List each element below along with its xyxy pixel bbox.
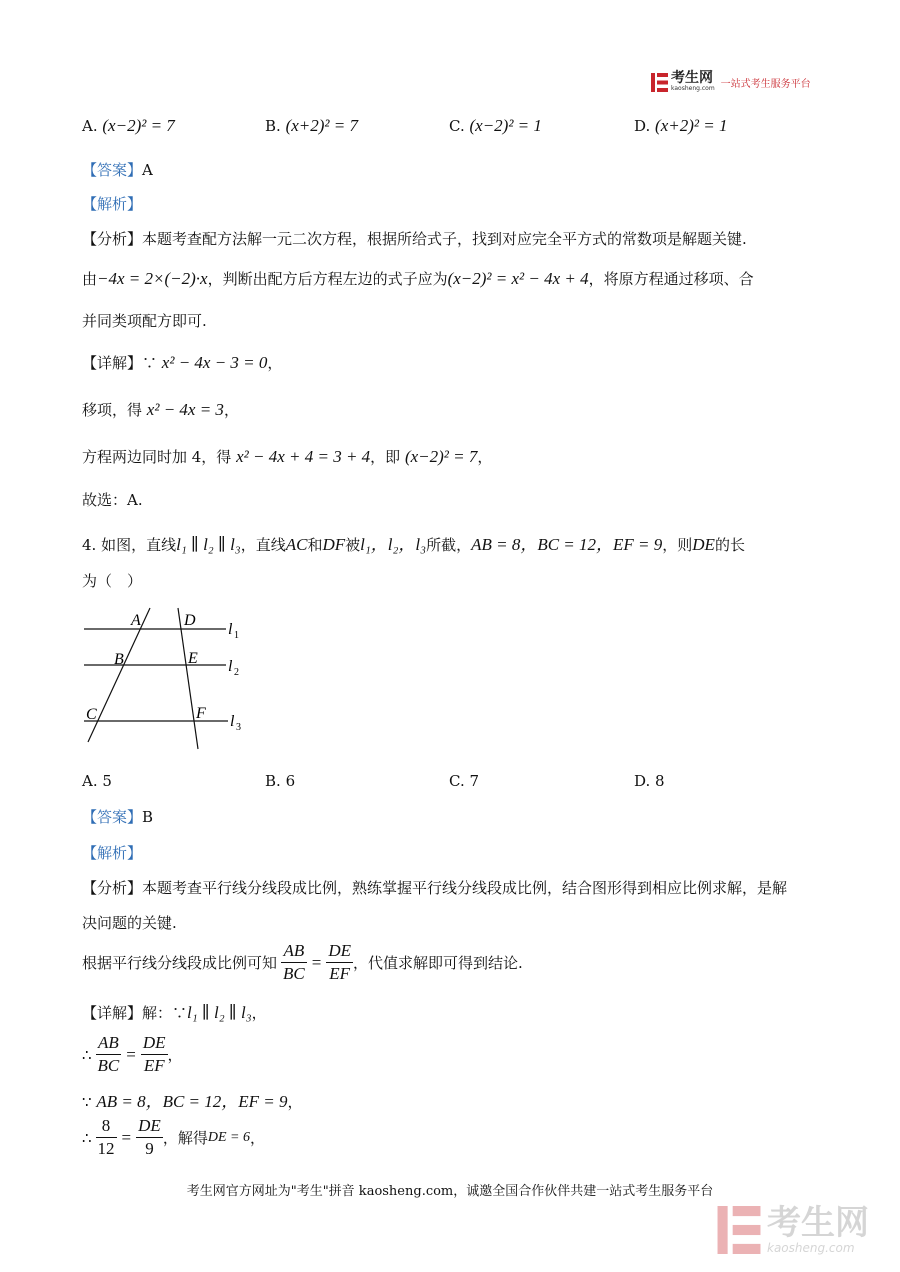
text-run: 和 (307, 536, 323, 554)
text-run: ， (167, 1046, 183, 1064)
text-run: ， (287, 1093, 303, 1111)
q3-option-c (449, 116, 542, 136)
text-run: 移项，得 (82, 401, 143, 419)
q4-fenxi-line2: 决问题的关键. (82, 914, 177, 932)
option-expr: (x−2)² = 7 (102, 116, 175, 135)
because-symbol: ∵ (82, 1093, 92, 1111)
header-logo (651, 72, 811, 92)
label-c: C (86, 706, 97, 723)
q3-detail (82, 352, 282, 373)
q4-stem-line2: 为（ ） (82, 572, 143, 590)
option-letter: D. (634, 772, 651, 790)
fraction-numerator: DE (136, 1115, 163, 1138)
fraction-numerator: DE (326, 940, 353, 963)
label-l2: l (228, 658, 233, 675)
label-e: E (188, 650, 198, 667)
label-b: B (114, 651, 124, 668)
math-expr: x² − 4x = 3 (146, 400, 224, 419)
footer-text: 考生网官方网址为"考生"拼音 kaosheng.com，诚邀全国合作伙伴共建一站式考生服务平台 (186, 1184, 714, 1199)
label-f: F (196, 705, 206, 722)
text-run: ，直线 (240, 536, 286, 554)
text-run: ，将原方程通过移项、合 (588, 270, 754, 288)
q3-fenxi-line3: 并同类项配方即可. (82, 312, 207, 330)
text-run: ，代值求解即可得到结论. (353, 954, 523, 972)
option-letter: A. (82, 772, 98, 790)
q3-add (82, 446, 492, 467)
text-run: ，即 (370, 448, 401, 466)
fraction-ab-bc (281, 940, 307, 985)
text-run: 4. 如图，直线 (82, 536, 177, 554)
text-run: 由 (82, 270, 98, 288)
text-run: ， (249, 1129, 265, 1147)
text-run: ，则 (662, 536, 693, 554)
therefore-symbol: ∴ (82, 1128, 92, 1147)
math-expr: l₁，l₂，l₃ (360, 535, 427, 554)
q4-therefore-1 (82, 1032, 183, 1077)
fraction-ab-bc (96, 1032, 122, 1077)
math-expr: AC (285, 535, 308, 554)
text-run: ， (223, 401, 239, 419)
fraction-8-12 (96, 1115, 117, 1160)
q3-answer (82, 159, 153, 180)
header-slogan: 一站式考生服务平台 (720, 78, 811, 90)
q4-rule-line (82, 940, 523, 985)
fraction-numerator: DE (141, 1032, 168, 1055)
q4-option-a (82, 772, 112, 790)
answer-tag: 【答案】 (82, 808, 143, 826)
option-letter: B. (265, 117, 281, 135)
math-expr: DE = 6 (207, 1129, 250, 1145)
q3-option-a (82, 116, 175, 136)
q4-answer (82, 806, 153, 827)
label-a: A (131, 612, 141, 629)
option-expr: (x+2)² = 7 (285, 116, 358, 135)
option-value: 5 (102, 772, 112, 790)
answer-value: A (142, 161, 153, 179)
option-letter: C. (449, 772, 465, 790)
fraction-denominator: 9 (145, 1139, 154, 1158)
q3-option-b (265, 116, 358, 136)
logo-brand-text: 考生网 (671, 70, 713, 86)
math-expr: l₁ ∥ l₂ ∥ l₃ (187, 1003, 252, 1022)
watermark-logo-icon (717, 1206, 761, 1254)
q4-fenxi-line1: 【分析】本题考查平行线分线段成比例，熟练掌握平行线分线段成比例，结合图形得到相应比例求解，是解 (82, 879, 788, 897)
fraction-denominator: EF (329, 964, 351, 983)
fraction-denominator: BC (97, 1056, 120, 1075)
text-run: ，解得 (162, 1129, 208, 1147)
text-run: 方程两边同时加 4，得 (82, 448, 232, 466)
q4-analysis-tag: 【解析】 (82, 844, 143, 862)
q4-option-b (265, 772, 295, 790)
text-run: ， (477, 448, 493, 466)
math-expr: x² − 4x − 3 = 0 (161, 353, 268, 372)
q4-detail (82, 1002, 267, 1023)
footer-watermark (717, 1205, 869, 1255)
option-value: 6 (285, 772, 296, 790)
q4-because (82, 1087, 303, 1112)
text-run: ， (251, 1004, 267, 1022)
text-run: 【详解】∵ (82, 354, 158, 372)
fraction-numerator: AB (281, 940, 307, 963)
math-expr: (x−2)² = 7 (404, 447, 478, 466)
math-expr: x² − 4x + 4 = 3 + 4 (236, 447, 371, 466)
fraction-de-9 (136, 1115, 163, 1160)
text-run: ， (267, 354, 283, 372)
text-run: 的长 (714, 536, 745, 554)
fraction-de-ef (326, 940, 353, 985)
label-l1-sub: 1 (234, 630, 239, 641)
q4-option-c (449, 772, 479, 790)
answer-value: B (142, 808, 154, 826)
fraction-denominator: 12 (97, 1139, 115, 1158)
q3-move (82, 399, 239, 420)
math-expr: AB = 8，BC = 12，EF = 9 (471, 535, 663, 554)
text-run: 被 (345, 536, 361, 554)
fraction-numerator: 8 (96, 1115, 117, 1138)
answer-tag: 【答案】 (82, 161, 143, 179)
text-run: ，判断出配方后方程左边的式子应为 (207, 270, 448, 288)
fraction-denominator: BC (283, 964, 305, 983)
math-expr: DE (692, 535, 715, 554)
q3-fenxi: 【分析】本题考查配方法解一元二次方程，根据所给式子，找到对应完全平方式的常数项是解题关键. (82, 230, 747, 248)
watermark-brand: 考生网 (767, 1203, 869, 1243)
label-l2-sub: 2 (234, 667, 239, 678)
fraction-numerator: AB (96, 1032, 122, 1055)
logo-domain-text: kaosheng.com (671, 85, 715, 92)
q3-fenxi-line2 (82, 268, 754, 289)
text-run: 【详解】解：∵ (82, 1004, 188, 1022)
q4-option-d (634, 772, 665, 790)
label-l1: l (228, 621, 233, 638)
math-expr: DF (322, 535, 346, 554)
q3-choose: 故选：A. (82, 491, 143, 509)
q4-parallel-lines-figure (80, 605, 255, 755)
label-d: D (184, 612, 196, 629)
q3-option-d (634, 116, 727, 136)
math-expr: −4x = 2×(−2)·x (97, 269, 208, 288)
option-expr: (x−2)² = 1 (469, 116, 542, 135)
q4-therefore-2 (82, 1115, 265, 1160)
math-expr: (x−2)² = x² − 4x + 4 (447, 269, 589, 288)
option-expr: (x+2)² = 1 (655, 116, 728, 135)
q3-analysis-tag: 【解析】 (82, 195, 143, 213)
text-run: 根据平行线分线段成比例可知 (82, 954, 278, 972)
math-expr: AB = 8，BC = 12，EF = 9 (96, 1092, 288, 1111)
q4-stem-line1 (82, 530, 745, 555)
fraction-de-ef (141, 1032, 168, 1077)
label-l3-sub: 3 (236, 722, 241, 733)
option-value: 8 (655, 772, 665, 790)
option-value: 7 (469, 772, 480, 790)
text-run: 所截， (426, 536, 472, 554)
equals-sign: = (126, 1044, 136, 1064)
math-expr: l₁ ∥ l₂ ∥ l₃ (176, 535, 241, 554)
watermark-domain: kaosheng.com (767, 1241, 855, 1255)
option-letter: C. (449, 117, 465, 135)
label-l3: l (230, 713, 235, 730)
option-letter: A. (82, 117, 98, 135)
kaosheng-logo-icon (651, 73, 668, 92)
equals-sign: = (121, 1127, 132, 1147)
equals-sign: = (311, 952, 322, 972)
therefore-symbol: ∴ (82, 1045, 92, 1064)
fraction-denominator: EF (143, 1056, 165, 1075)
option-letter: B. (265, 772, 281, 790)
option-letter: D. (634, 117, 651, 135)
